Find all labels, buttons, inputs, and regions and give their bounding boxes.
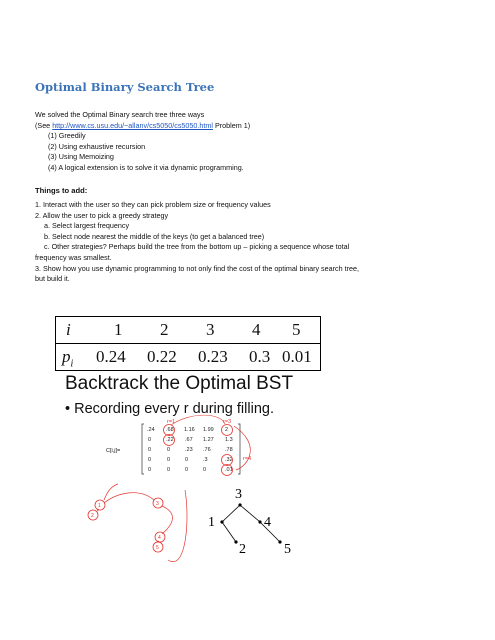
matrix-cell: 0 <box>148 447 152 453</box>
list-item: c. Other strategies? Perhaps build the tree from the bottom up – picking a sequence whose total <box>44 242 350 252</box>
matrix-cell: 1.16 <box>184 427 195 433</box>
sketch-node-label: 5 <box>156 545 159 551</box>
matrix-cell: .76 <box>203 447 211 453</box>
r-note: r=1 <box>167 419 176 425</box>
sketch-node-label: 1 <box>98 503 101 509</box>
matrix-cell: .78 <box>225 447 233 453</box>
matrix-cell: .32 <box>225 457 233 463</box>
list-item: (1) Greedily <box>48 131 86 140</box>
i-header: i <box>66 320 71 339</box>
see-prefix: (See <box>35 121 53 130</box>
things-heading: Things to add: <box>35 186 88 195</box>
tree-node-label: 1 <box>208 515 215 530</box>
prob-cell: 0.22 <box>147 347 177 366</box>
matrix-highlight-circle <box>222 455 233 466</box>
sketch-edge <box>104 484 118 500</box>
matrix-cell: 0 <box>167 447 171 453</box>
prob-cell: 0.24 <box>96 347 126 366</box>
p-subscript: i <box>70 358 74 370</box>
sketch-edge <box>104 493 154 503</box>
matrix-cell: 1.27 <box>203 437 214 443</box>
sketch-node-label: 2 <box>91 513 94 519</box>
matrix-cell: .67 <box>185 437 193 443</box>
r-note: r=3 <box>223 419 232 425</box>
matrix-trace-arrow <box>234 426 250 470</box>
p-symbol: p <box>62 347 71 366</box>
prob-cell: 0.01 <box>282 347 312 366</box>
matrix-cell: .22 <box>166 437 174 443</box>
tree-edge <box>240 505 260 522</box>
matrix-right-bracket <box>238 424 240 474</box>
sketch-edge <box>162 506 173 534</box>
matrix-label: C[i,j]= <box>106 448 121 454</box>
matrix-cell: 0 <box>185 467 189 473</box>
matrix-cell: .3 <box>203 457 208 463</box>
matrix-cell: .23 <box>185 447 193 453</box>
matrix-cell: 0 <box>185 457 189 463</box>
see-suffix: Problem 1) <box>213 121 251 130</box>
tree-edge <box>222 505 240 522</box>
list-item: 3. Show how you use dynamic programming to not only find the cost of the optimal binary search tree, <box>35 263 360 273</box>
matrix-cell: 1.99 <box>203 427 214 433</box>
tree-node-label: 5 <box>284 542 291 557</box>
matrix-cell: 0 <box>203 467 207 473</box>
tree-edge <box>222 522 236 542</box>
r-note: r=4 <box>243 456 252 462</box>
tree-node-dot <box>258 520 261 523</box>
matrix-highlight-circle <box>222 425 233 436</box>
key-cell: 4 <box>252 320 261 339</box>
matrix-highlight-circle <box>164 435 175 446</box>
tree-node-dot <box>220 520 223 523</box>
matrix-cell: 1.3 <box>225 437 233 443</box>
list-item: (4) A logical extension is to solve it via dynamic programming. <box>48 162 244 172</box>
key-cell: 3 <box>206 320 215 339</box>
prob-cell: 0.3 <box>249 347 271 366</box>
slide-bullet: • Recording every r during filling. <box>65 401 274 417</box>
matrix-cell: .68 <box>166 427 174 433</box>
list-item: 1. Interact with the user so they can pick problem size or frequency values <box>35 200 271 209</box>
matrix-highlight-circle <box>222 465 233 476</box>
page-title: Optimal Binary Search Tree <box>35 80 215 94</box>
slide-title: Backtrack the Optimal BST <box>65 373 294 394</box>
list-item: frequency was smallest. <box>35 252 112 262</box>
tree-node-dot <box>238 503 241 506</box>
list-item: but build it. <box>35 274 70 284</box>
sketch-node-label: 4 <box>158 535 161 541</box>
key-cell: 5 <box>292 320 301 339</box>
matrix-cell: 0 <box>148 467 152 473</box>
matrix-cell: 0 <box>167 467 171 473</box>
tree-node-dot <box>234 540 237 543</box>
tree-node-dot <box>278 540 281 543</box>
key-cell: 1 <box>114 320 123 339</box>
intro-text: We solved the Optimal Binary search tree three ways <box>35 110 205 119</box>
list-item: b. Select node nearest the middle of the keys (to get a balanced tree) <box>44 231 265 241</box>
tree-node-label: 4 <box>264 515 271 530</box>
sketch-node-label: 3 <box>156 501 159 507</box>
tree-node-label: 3 <box>235 487 242 502</box>
matrix-cell: 0 <box>148 437 152 443</box>
matrix-cell: 0 <box>148 457 152 463</box>
list-item: (3) Using Memoizing <box>48 152 114 161</box>
sketch-edge <box>168 490 187 562</box>
matrix-cell: 2 <box>225 427 229 433</box>
matrix-cell: .24 <box>147 427 155 433</box>
matrix-cell: .01 <box>225 467 233 473</box>
list-item: a. Select largest frequency <box>44 221 130 231</box>
tree-node-label: 2 <box>239 542 246 557</box>
prob-cell: 0.23 <box>198 347 228 366</box>
key-cell: 2 <box>160 320 169 339</box>
course-link[interactable]: http://www.cs.usu.edu/~allanv/cs5050/cs5050.html <box>52 121 213 130</box>
matrix-cell: 0 <box>167 457 171 463</box>
matrix-highlight-circle <box>164 425 175 436</box>
list-item: (2) Using exhaustive recursion <box>48 141 146 151</box>
list-item: 2. Allow the user to pick a greedy strategy <box>35 210 169 220</box>
matrix-trace-arrow <box>171 415 225 425</box>
matrix-left-bracket <box>142 424 144 474</box>
